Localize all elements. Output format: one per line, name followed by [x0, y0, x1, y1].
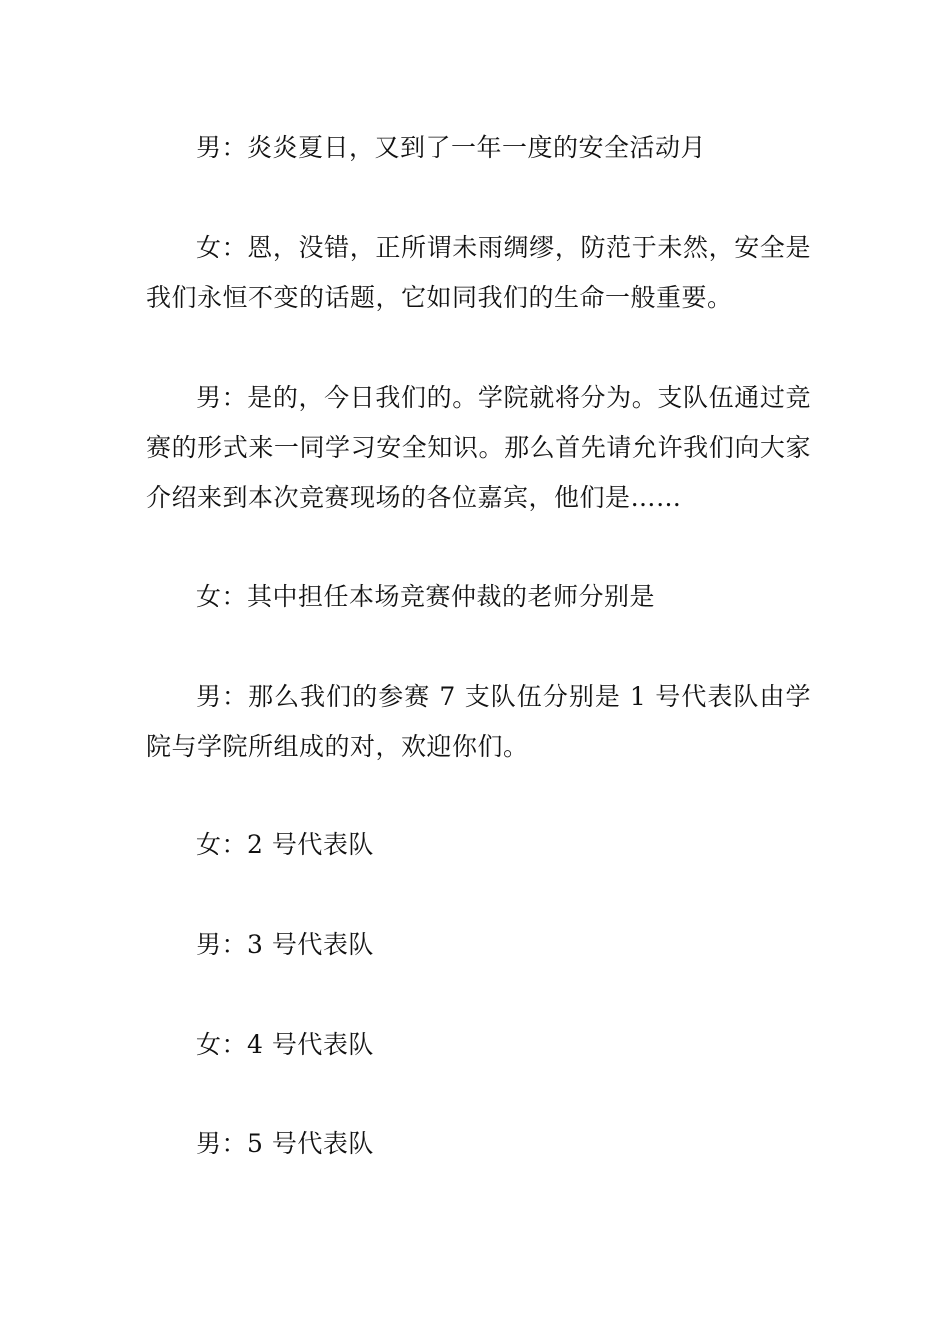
- paragraph-1: 男：炎炎夏日，又到了一年一度的安全活动月: [196, 133, 707, 162]
- paragraph-7: 男：3 号代表队: [196, 930, 374, 959]
- paragraph-6: 女：2 号代表队: [196, 830, 374, 859]
- paragraph-4: 女：其中担任本场竞赛仲裁的老师分别是: [196, 582, 656, 611]
- paragraph-5: 男：那么我们的参赛 7 支队伍分别是 1 号代表队由学院与学院所组成的对，欢迎你们。: [146, 682, 811, 761]
- paragraph-2: 女：恩，没错，正所谓未雨绸缪，防范于未然，安全是我们永恒不变的话题，它如同我们的生命一般重要。: [146, 233, 811, 312]
- paragraph-8: 女：4 号代表队: [196, 1030, 374, 1059]
- paragraph-9: 男：5 号代表队: [196, 1129, 374, 1158]
- paragraph-3: 男：是的，今日我们的。学院就将分为。支队伍通过竞赛的形式来一同学习安全知识。那么首先请允许我们向大家介绍来到本次竞赛现场的各位嘉宾，他们是……: [146, 383, 811, 512]
